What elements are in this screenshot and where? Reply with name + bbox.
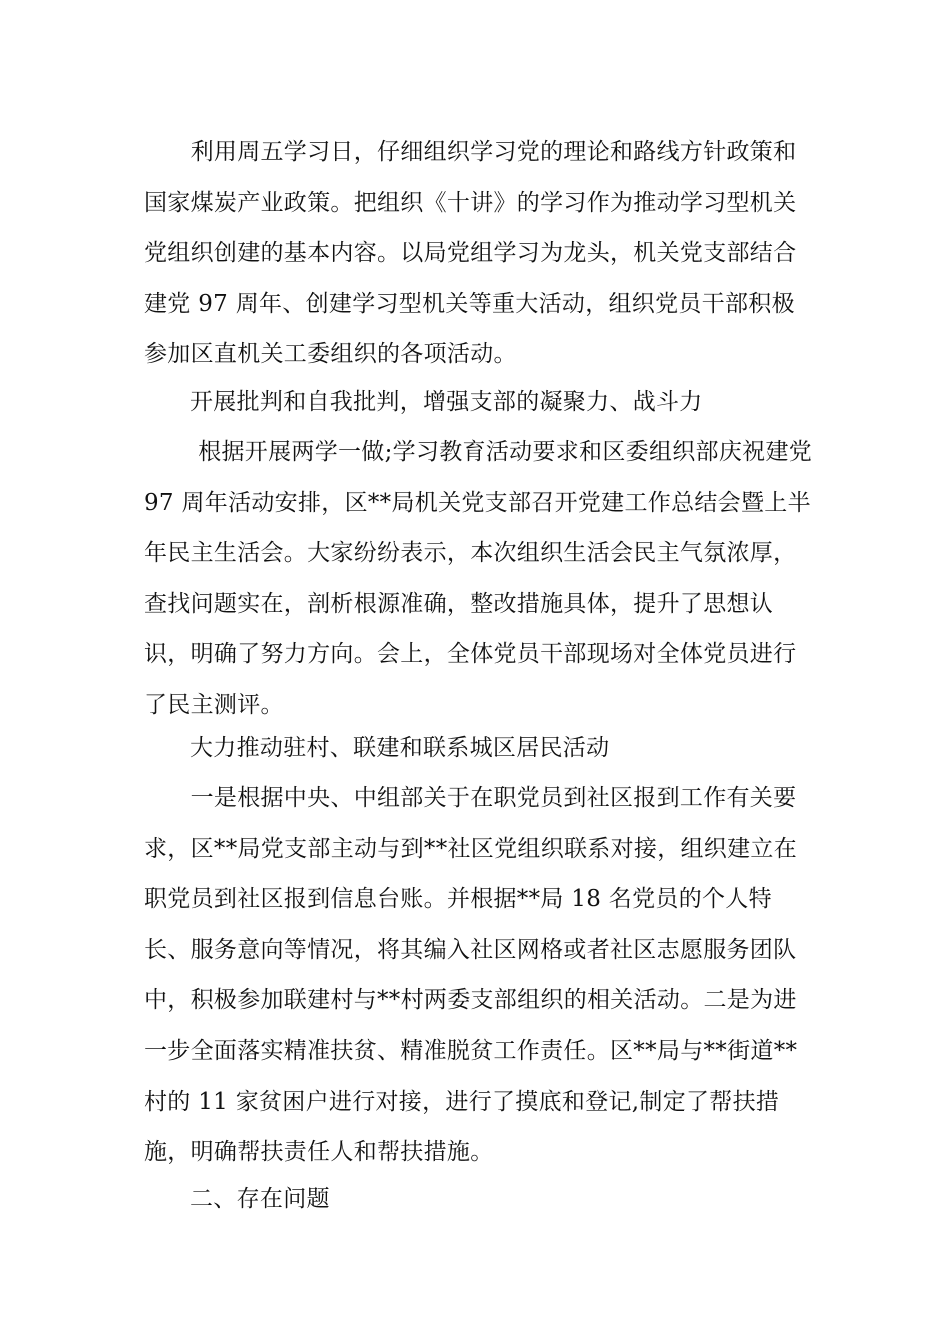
section-heading-criticism: 开展批判和自我批判，增强支部的凝聚力、战斗力 [190,389,703,415]
paragraph-community: 一是根据中央、中组部关于在职党员到社区报到工作有关要求，区**局党支部主动与到**社区党组织联系对接，组织建立在职党员到社区报到信息台账。并根据**局 18 名党员的个人特长、服务意向等情况，将其编入社区网格或者社区志愿服务团队中，积极参加联建村与**村两委支部组织的相关活动。二是为进一步全面落实精准扶贫、精准脱贫工作责任。区**局与**街道**村的 11 家贫困户进行对接，进行了摸底和登记,制定了帮扶措施，明确帮扶责任人和帮扶措施。 [144,785,798,1166]
paragraph-meeting: 根据开展两学一做;学习教育活动要求和区委组织部庆祝建党97 周年活动安排，区**局机关党支部召开党建工作总结会暨上半年民主生活会。大家纷纷表示，本次组织生活会民主气氛浓厚，查找问题实在，剖析根源准确，整改措施具体，提升了思想认识，明确了努力方向。会上，全体党员干部现场对全体党员进行了民主测评。 [144,439,813,718]
section-heading-village: 大力推动驻村、联建和联系城区居民活动 [190,735,610,761]
paragraph-study: 利用周五学习日，仔细组织学习党的理论和路线方针政策和国家煤炭产业政策。把组织《十讲》的学习作为推动学习型机关党组织创建的基本内容。以局党组学习为龙头，机关党支部结合建党 97 周年、创建学习型机关等重大活动，组织党员干部积极参加区直机关工委组织的各项活动。 [144,139,797,368]
section-heading-problems: 二、存在问题 [190,1186,330,1212]
